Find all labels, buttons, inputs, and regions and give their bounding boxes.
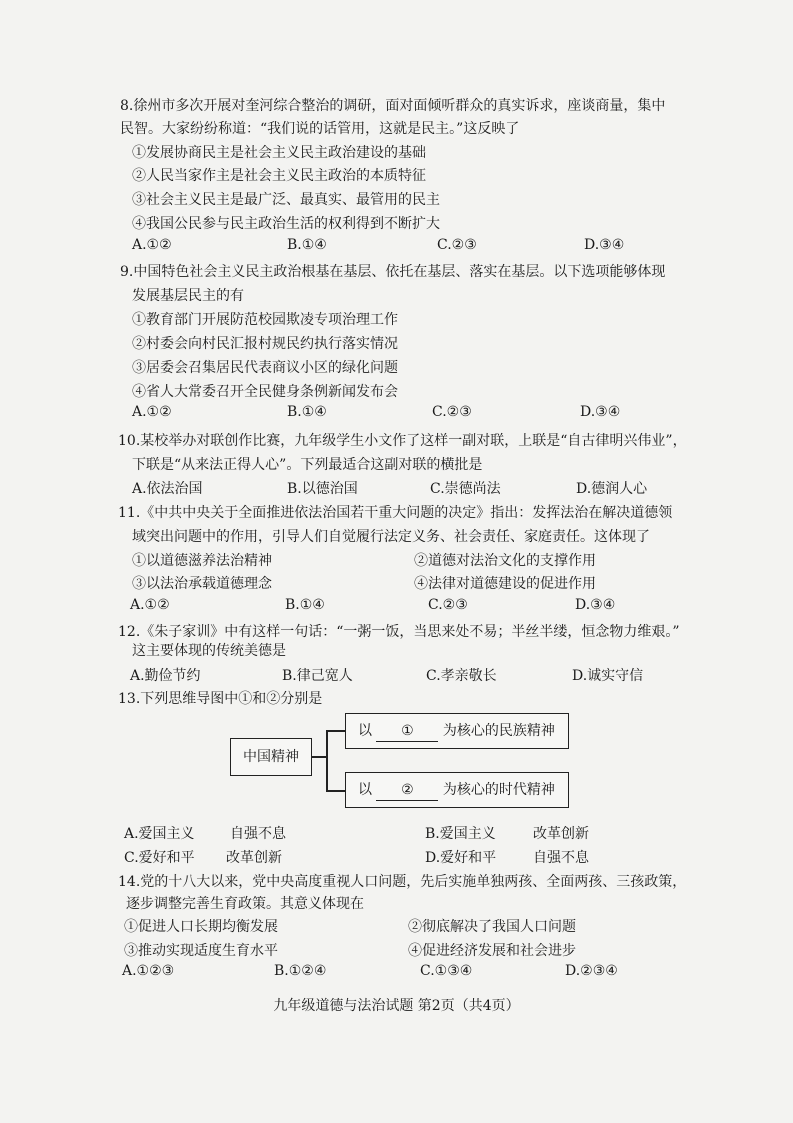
mind-map-branch-line [326, 730, 328, 790]
q8-stem-line2: 民智。大家纷纷称道：“我们说的话管用，这就是民主。”这反映了 [120, 121, 520, 137]
q12-option-b: B.律己宽人 [282, 668, 353, 684]
q10-option-c: C.崇德尚法 [430, 481, 501, 497]
q8-option-b: B.①④ [287, 237, 327, 253]
q13-option-d-2: 自强不息 [533, 850, 589, 866]
mind-map-root [230, 738, 312, 776]
q14-item-4: ④促进经济发展和社会进步 [408, 943, 576, 959]
q11-stem-line1: 11.《中共中央关于全面推进依法治国若干重大问题的决定》指出：发挥法治在解决道德领 [118, 505, 673, 521]
q13-stem: 13.下列思维导图中①和②分别是 [118, 691, 323, 707]
q8-option-d: D.③④ [584, 237, 625, 253]
q11-stem-line2: 域突出问题中的作用，引导人们自觉履行法定义务、社会责任、家庭责任。这体现了 [132, 529, 650, 545]
q9-option-c: C.②③ [432, 404, 472, 420]
q11-item-2: ②道德对法治文化的支撑作用 [414, 553, 596, 569]
branch-2-suffix: 为核心的时代精神 [442, 782, 555, 798]
q9-option-d: D.③④ [580, 404, 621, 420]
q8-item-3: ③社会主义民主是最广泛、最真实、最管用的民主 [132, 192, 440, 208]
q10-option-b: B.以德治国 [287, 481, 358, 497]
q9-option-a: A.①② [132, 404, 172, 420]
q11-option-d: D.③④ [575, 597, 616, 613]
branch-2-blank: ② [376, 780, 438, 801]
q12-option-c: C.孝亲敬长 [426, 668, 497, 684]
q10-stem-line2: 下联是“从来法正得人心”。下列最适合这副对联的横批是 [132, 457, 483, 473]
q12-stem-line1: 12.《朱子家训》中有这样一句话：“一粥一饭，当思来处不易；半丝半缕，恒念物力维艰。” [118, 624, 680, 640]
q13-option-c-2: 改革创新 [226, 850, 282, 866]
q13-option-a-2: 自强不息 [230, 826, 286, 842]
q12-stem-line2: 这主要体现的传统美德是 [132, 643, 286, 659]
q14-option-a: A.①②③ [122, 963, 175, 979]
mind-map-branch-top-line [326, 730, 346, 732]
q13-option-c-1: C.爱好和平 [124, 850, 195, 866]
q9-stem-line2: 发展基层民主的有 [132, 288, 244, 304]
q12-option-d: D.诚实守信 [572, 668, 644, 684]
q8-item-4: ④我国公民参与民主政治生活的权利得到不断扩大 [132, 216, 440, 232]
q9-item-1: ①教育部门开展防范校园欺凌专项治理工作 [132, 312, 398, 328]
q14-stem-line1: 14.党的十八大以来，党中央高度重视人口问题，先后实施单独两孩、全面两孩、三孩政策， [118, 874, 687, 890]
mind-map-branch-2 [345, 772, 569, 808]
q12-option-a: A.勤俭节约 [130, 668, 201, 684]
q8-item-1: ①发展协商民主是社会主义民主政治建设的基础 [132, 145, 426, 161]
q8-item-2: ②人民当家作主是社会主义民主政治的本质特征 [132, 168, 426, 184]
q11-item-3: ③以法治承载道德理念 [132, 576, 272, 592]
mind-map-branch-1 [345, 713, 569, 749]
q14-item-2: ②彻底解决了我国人口问题 [408, 919, 576, 935]
q13-option-b-2: 改革创新 [533, 826, 589, 842]
q10-stem-line1: 10.某校举办对联创作比赛，九年级学生小文作了这样一副对联，上联是“自古律明兴伟业”， [118, 433, 687, 449]
mind-map-branch-bottom-line [326, 790, 346, 792]
q9-item-3: ③居委会召集居民代表商议小区的绿化问题 [132, 360, 398, 376]
q9-option-b: B.①④ [287, 404, 327, 420]
q13-option-a-1: A.爱国主义 [124, 826, 195, 842]
q14-item-3: ③推动实现适度生育水平 [124, 943, 278, 959]
q11-item-1: ①以道德滋养法治精神 [132, 553, 272, 569]
q11-option-b: B.①④ [285, 597, 325, 613]
q9-item-2: ②村委会向村民汇报村规民约执行落实情况 [132, 336, 398, 352]
q14-stem-line2: 逐步调整完善生育政策。其意义体现在 [126, 896, 364, 912]
q8-option-a: A.①② [132, 237, 172, 253]
q14-option-b: B.①②④ [274, 963, 327, 979]
q10-option-d: D.德润人心 [576, 481, 648, 497]
q10-option-a: A.依法治国 [132, 481, 203, 497]
q9-item-4: ④省人大常委召开全民健身条例新闻发布会 [132, 384, 398, 400]
q11-item-4: ④法律对道德建设的促进作用 [414, 576, 596, 592]
q11-option-c: C.②③ [428, 597, 468, 613]
mind-map-connector [311, 756, 327, 758]
q13-option-b-1: B.爱国主义 [425, 826, 496, 842]
mind-map-root-label: 中国精神 [243, 749, 299, 765]
branch-1-suffix: 为核心的民族精神 [442, 723, 555, 739]
page-footer: 九年级道德与法治试题 第2页（共4页） [273, 998, 520, 1014]
q8-option-c: C.②③ [437, 237, 477, 253]
q9-stem-line1: 9.中国特色社会主义民主政治根基在基层、依托在基层、落实在基层。以下选项能够体现 [120, 264, 666, 280]
branch-2-prefix: 以 [358, 782, 372, 798]
q11-option-a: A.①② [130, 597, 170, 613]
branch-1-blank: ① [376, 721, 438, 742]
q14-item-1: ①促进人口长期均衡发展 [124, 919, 278, 935]
q14-option-d: D.②③④ [565, 963, 618, 979]
branch-1-prefix: 以 [358, 723, 372, 739]
q14-option-c: C.①③④ [420, 963, 473, 979]
q8-stem-line1: 8.徐州市多次开展对奎河综合整治的调研，面对面倾听群众的真实诉求，座谈商量，集中 [120, 98, 666, 114]
q13-option-d-1: D.爱好和平 [425, 850, 497, 866]
